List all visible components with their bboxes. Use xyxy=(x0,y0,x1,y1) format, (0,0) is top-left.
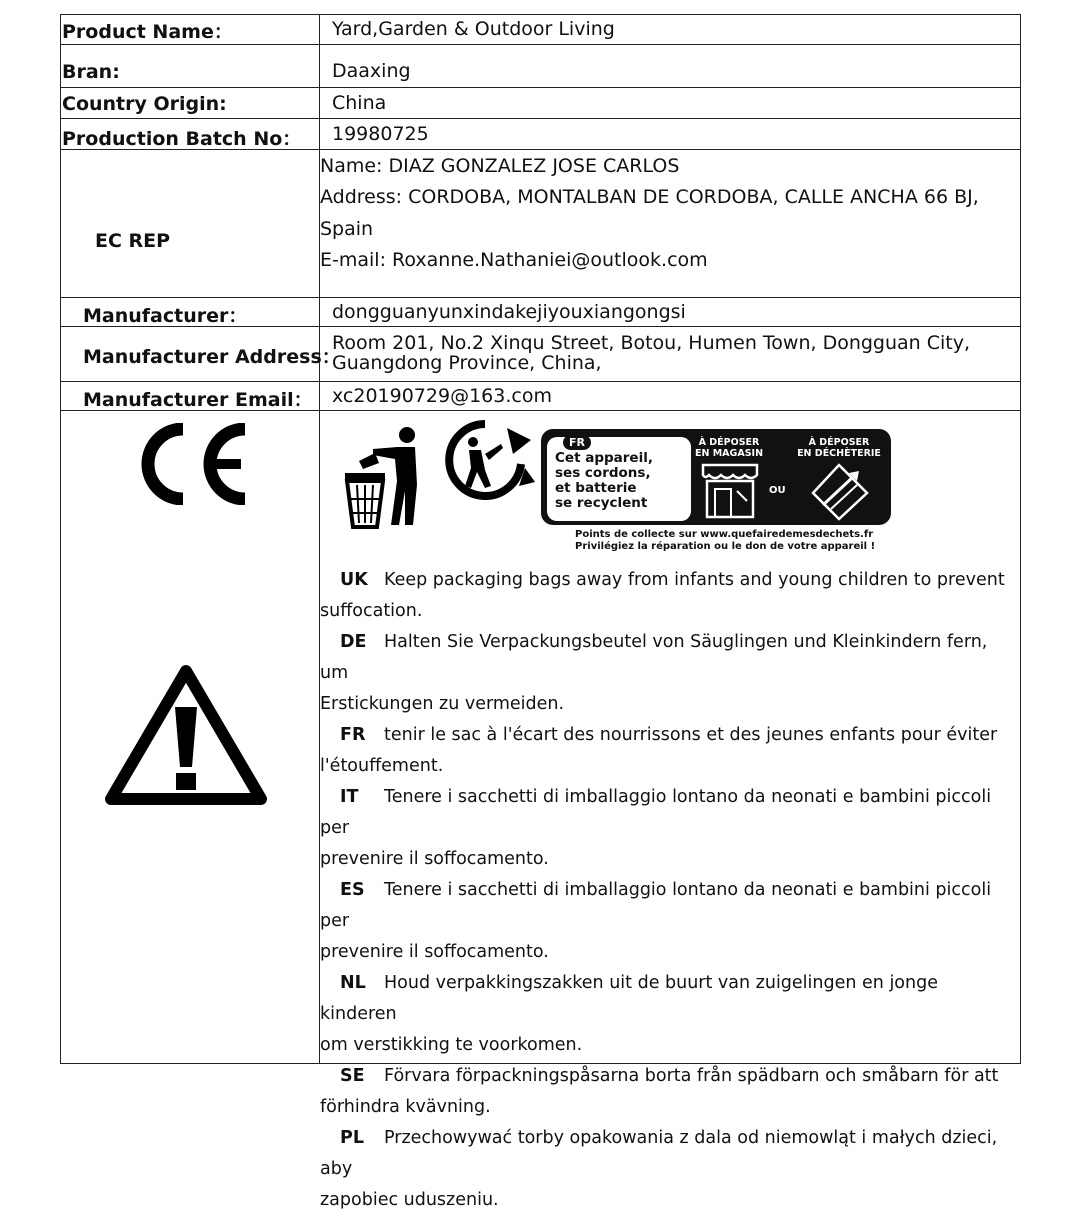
manufacturer-address-line1: Room 201, No.2 Xinqu Street, Botou, Humen Town, Dongguan City, xyxy=(332,332,971,354)
ec-rep-address: Address: CORDOBA, MONTALBAN DE CORDOBA, CALLE ANCHA 66 BJ, xyxy=(320,186,979,208)
warning-text-cont: suffocation. xyxy=(320,601,423,621)
deposit-store-line-1: À DÉPOSER xyxy=(698,437,760,448)
warning-it xyxy=(320,782,1020,875)
warning-text: tenir le sac à l'écart des nourrissons et des jeunes enfants pour éviter xyxy=(384,725,998,745)
warning-pl xyxy=(320,1123,1020,1216)
fr-badge: FR xyxy=(563,435,591,450)
warning-text: Tenere i sacchetti di imballaggio lontano da neonati e bambini piccoli per xyxy=(320,787,992,838)
ec-rep-email: E-mail: Roxanne.Nathaniei@outlook.com xyxy=(320,249,708,271)
warning-code: ES xyxy=(340,880,365,900)
row-brand xyxy=(61,45,1020,88)
deposit-store-line-2: EN MAGASIN xyxy=(694,448,764,459)
triman-info-block xyxy=(541,429,891,525)
manufacturer-email-label: Manufacturer Email： xyxy=(83,389,313,411)
warning-text-cont: prevenire il soffocamento. xyxy=(320,942,549,962)
warning-triangle-icon xyxy=(103,663,269,809)
warning-text-cont: zapobiec uduszeniu. xyxy=(320,1190,499,1210)
product-name-value: Yard,Garden & Outdoor Living xyxy=(332,18,615,40)
country-value: China xyxy=(332,92,387,114)
warnings-list xyxy=(320,565,1020,1216)
warning-text: Houd verpakkingszakken uit de buurt van zuigelingen en jonge kinderen xyxy=(320,973,938,1024)
triman-line-4: se recyclent xyxy=(555,495,648,511)
waste-center-icon xyxy=(809,463,871,521)
tidyman-recycle-icon xyxy=(341,425,425,529)
warning-text: Przechowywać torby opakowania z dala od niemowląt i małych dzieci, aby xyxy=(320,1128,998,1179)
warning-code: PL xyxy=(340,1128,364,1148)
warning-text-cont: förhindra kvävning. xyxy=(320,1097,491,1117)
brand-label: Bran: xyxy=(62,61,120,83)
warning-code: FR xyxy=(340,725,366,745)
manufacturer-address-label: Manufacturer Address： xyxy=(83,346,341,368)
warning-text: Förvara förpackningspåsarna borta från spädbarn och småbarn för att xyxy=(384,1066,999,1086)
brand-value: Daaxing xyxy=(332,60,411,82)
warning-text-cont: l'étouffement. xyxy=(320,756,444,776)
row-batch xyxy=(61,119,1020,150)
triman-line-1: Cet appareil, xyxy=(555,450,653,466)
row-ec-rep xyxy=(61,150,1020,298)
warning-es xyxy=(320,875,1020,968)
manufacturer-email-value: xc20190729@163.com xyxy=(332,385,552,407)
warning-se xyxy=(320,1061,1020,1123)
country-label: Country Origin: xyxy=(62,93,227,115)
batch-label: Production Batch No： xyxy=(62,128,302,150)
warning-text-cont: om verstikking te voorkomen. xyxy=(320,1035,583,1055)
warning-nl xyxy=(320,968,1020,1061)
row-manufacturer-address xyxy=(61,327,1020,382)
warning-code: DE xyxy=(340,632,367,652)
warning-code: NL xyxy=(340,973,366,993)
store-icon xyxy=(699,463,761,519)
manufacturer-address-line2: Guangdong Province, China, xyxy=(332,352,602,374)
manufacturer-label: Manufacturer： xyxy=(83,305,248,327)
warning-de xyxy=(320,627,1020,720)
row-product-name xyxy=(61,15,1020,45)
row-country xyxy=(61,88,1020,119)
warning-text-cont: prevenire il soffocamento. xyxy=(320,849,549,869)
warning-fr xyxy=(320,720,1020,782)
ec-rep-name: Name: DIAZ GONZALEZ JOSE CARLOS xyxy=(320,155,680,177)
warning-code: UK xyxy=(340,570,368,590)
collect-info-line-1: Points de collecte sur www.quefairedemesdechets.fr xyxy=(575,529,874,540)
product-name-label: Product Name： xyxy=(62,21,233,43)
deposit-dump-line-2: EN DÉCHÈTERIE xyxy=(797,448,881,459)
row-manufacturer-email xyxy=(61,382,1020,411)
warning-text: Keep packaging bags away from infants and young children to prevent xyxy=(384,570,1005,590)
warning-code: IT xyxy=(340,787,359,807)
or-label: OU xyxy=(769,485,786,496)
triman-line-3: et batterie xyxy=(555,480,637,496)
ce-mark-icon xyxy=(137,423,249,505)
warning-code: SE xyxy=(340,1066,365,1086)
ec-rep-label: EC REP xyxy=(95,230,171,252)
triman-line-2: ses cordons, xyxy=(555,465,651,481)
deposit-dump-line-1: À DÉPOSER xyxy=(808,437,870,448)
warning-uk xyxy=(320,565,1020,627)
warning-text-cont: Erstickungen zu vermeiden. xyxy=(320,694,565,714)
warning-text: Tenere i sacchetti di imballaggio lontano da neonati e bambini piccoli per xyxy=(320,880,992,931)
row-manufacturer xyxy=(61,298,1020,327)
product-info-table xyxy=(60,14,1021,1210)
collect-info-line-2: Privilégiez la réparation ou le don de votre appareil ! xyxy=(575,541,876,552)
warning-text: Halten Sie Verpackungsbeutel von Säuglingen und Kleinkindern fern, um xyxy=(320,632,988,683)
manufacturer-value: dongguanyunxindakejiyouxiangongsi xyxy=(332,301,686,323)
ec-rep-address-country: Spain xyxy=(320,218,374,240)
triman-icon xyxy=(445,420,537,500)
batch-value: 19980725 xyxy=(332,123,429,145)
